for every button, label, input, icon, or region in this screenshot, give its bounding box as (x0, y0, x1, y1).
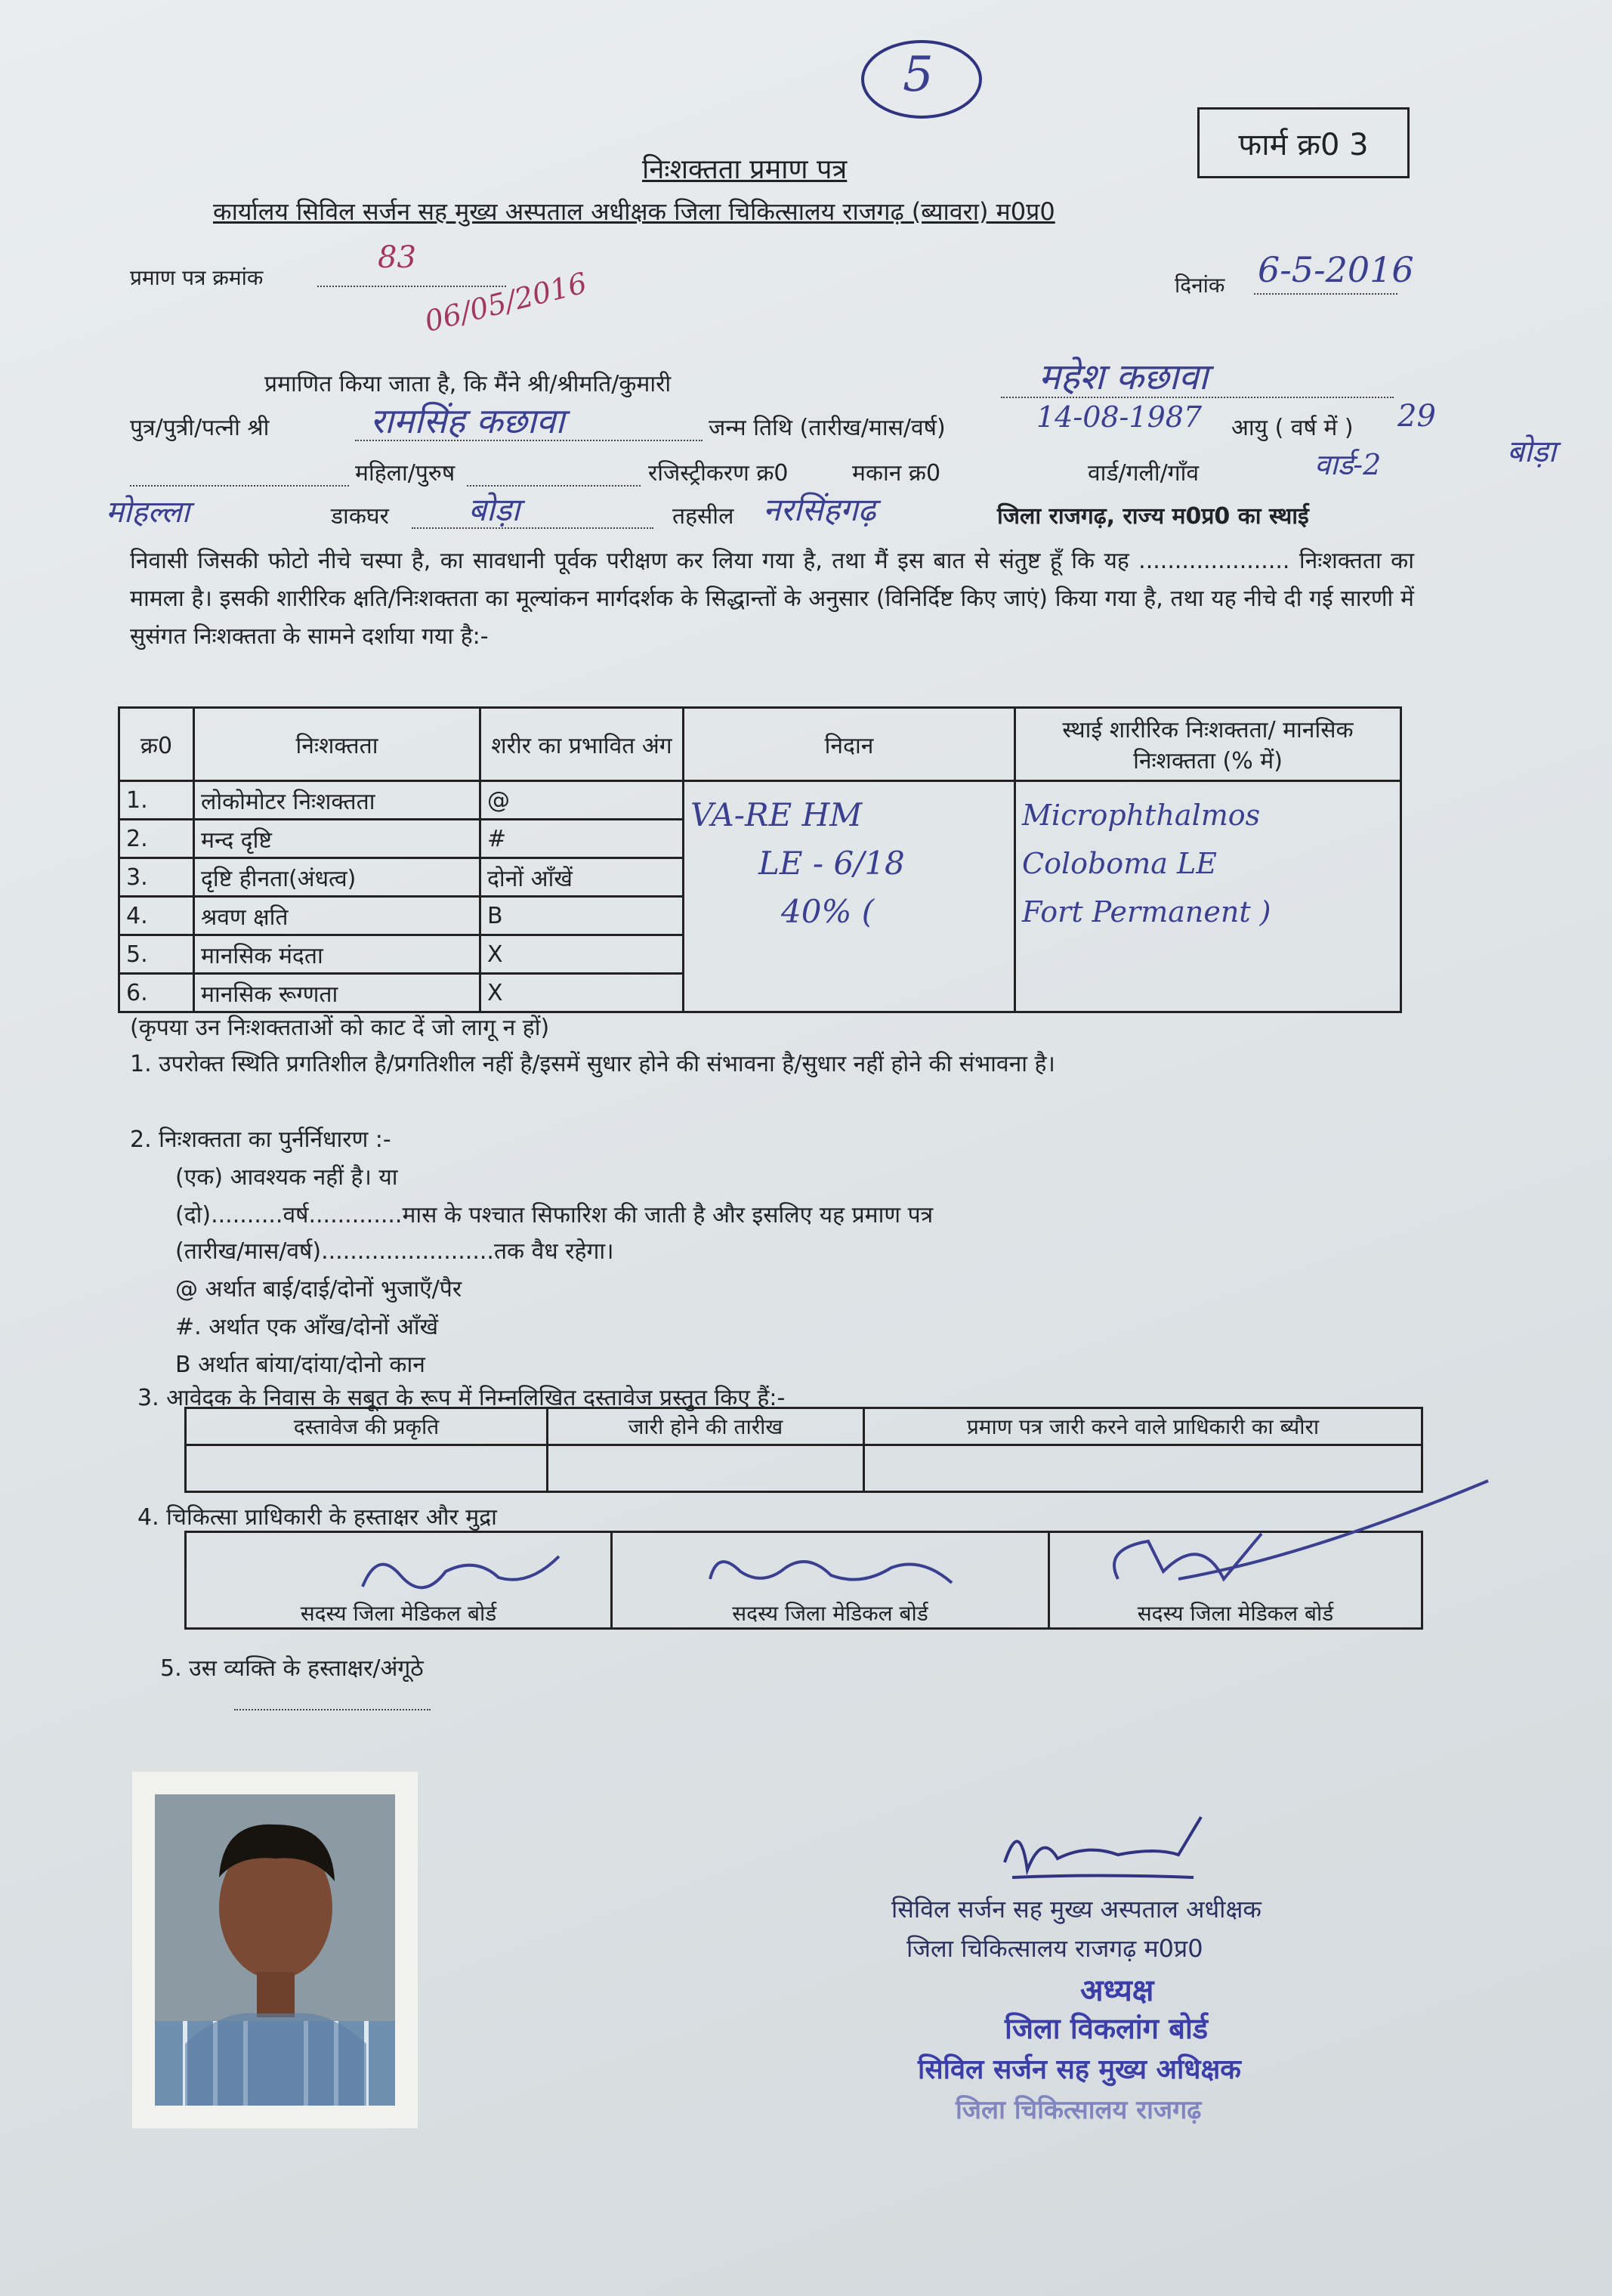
col-disability: निःशक्तता (194, 708, 480, 781)
stamp-civil-surgeon: सिविल सर्जन सह मुख्य अधिक्षक (918, 2054, 1241, 2085)
percent-line: Fort Permanent ) (1022, 895, 1271, 929)
signatory-line-1: सिविल सर्जन सह मुख्य अस्पताल अधीक्षक (891, 1895, 1261, 1924)
row-no: 3. (119, 858, 194, 897)
table-header-row (119, 708, 1401, 781)
row-no: 4. (119, 897, 194, 935)
body-paragraph: निवासी जिसकी फोटो नीचे चस्पा है, का सावधानी पूर्वक परीक्षण कर लिया गया है, तथा मैं इस बात से संतुष्ट हूँ कि यह ..................... निःशक्तता का मामला है। इसकी शारीरिक क्षति/निःशक्तता का मूल्यांकन मार्गदर्शक के सिद्धान्तों के अनुसार (विनिर्दिष्ट किए जाएं) किया गया है, तथा यह नीचे दी गई सारणी में सुसंगत निःशक्तता के सामने दर्शाया गया है:- (130, 548, 1414, 650)
diagnosis-cell (684, 781, 1015, 1012)
strike-note: (कृपया उन निःशक्तताओं को काट दें जो लागू न हों) (130, 1015, 550, 1041)
legend-hash: #. अर्थात एक आँख/दोनों आँखें (175, 1314, 439, 1340)
board-signature-2 (695, 1541, 967, 1602)
member-label-1: सदस्य जिला मेडिकल बोर्ड (186, 1599, 612, 1629)
item-2-b: (दो)..........वर्ष.............मास के पश्चात सिफारिश की जाती है और इसलिए यह प्रमाण पत्र (175, 1202, 934, 1228)
item-4: 4. चिकित्सा प्राधिकारी के हस्ताक्षर और मुद्रा (137, 1504, 497, 1531)
district-text: जिला राजगढ़, राज्य म0प्र0 का स्थाई (997, 503, 1309, 530)
certificate-no-line (317, 286, 506, 287)
chief-signature (982, 1802, 1231, 1893)
row-part: X (480, 935, 684, 974)
stamp-chairman: अध्यक्ष (1080, 1973, 1154, 2008)
body-line2-prefix: पुत्र/पुत्री/पत्नी श्री (130, 415, 270, 441)
legend-at: @ अर्थात बाई/दाई/दोनों भुजाएँ/पैर (175, 1276, 462, 1303)
row-type: मानसिक मंदता (194, 935, 480, 974)
blank-line (130, 485, 349, 487)
certificate-no-note: 06/05/2016 (421, 266, 591, 338)
row-no: 1. (119, 781, 194, 820)
ward-extra: बोड़ा (1507, 434, 1556, 469)
date-label: दिनांक (1175, 273, 1225, 298)
age-label: आयु ( वर्ष में ) (1231, 415, 1354, 441)
board-signature-3 (1080, 1466, 1503, 1602)
col-percent: स्थाई शारीरिक निःशक्तता/ मानसिक निःशक्तता (% में) (1015, 708, 1401, 781)
doc-col-authority: प्रमाण पत्र जारी करने वाले प्राधिकारी का ब्यौरा (864, 1408, 1422, 1445)
tehsil-value: नरसिंहगढ़ (763, 491, 876, 528)
row-type: मानसिक रूग्णता (194, 974, 480, 1012)
diagnosis-line: VA-RE HM (690, 796, 863, 833)
member-label-row (186, 1599, 1422, 1629)
stamp-district-hospital: जिला चिकित्सालय राजगढ़ (956, 2095, 1202, 2125)
row-part: X (480, 974, 684, 1012)
house-label: मकान क्र0 (852, 460, 941, 487)
age-value: 29 (1397, 399, 1436, 434)
item-2-c: (तारीख/मास/वर्ष)........................तक वैध रहेगा। (175, 1238, 614, 1265)
father-name: रामसिंह कछावा (370, 400, 565, 441)
disability-table (118, 706, 1402, 1013)
row-part: B (480, 897, 684, 935)
page-number: 5 (903, 47, 934, 103)
page-title: निःशक्तता प्रमाण पत्र (642, 154, 848, 185)
row-no: 6. (119, 974, 194, 1012)
item-2-a: (एक) आवश्यक नहीं है। या (175, 1164, 398, 1191)
tehsil-label: तहसील (672, 503, 734, 530)
form-number-box (1197, 107, 1410, 178)
item-3: 3. आवेदक के निवास के सबूत के रूप में निम्नलिखित दस्तावेज प्रस्तुत किए हैं:- (137, 1385, 786, 1411)
percent-line: Microphthalmos (1022, 799, 1261, 832)
gender-label: महिला/पुरुष (355, 460, 455, 487)
reg-label: रजिस्ट्रीकरण क्र0 (648, 460, 789, 487)
diagnosis-line: 40% ( (781, 893, 875, 930)
row-type: लोकोमोटर निःशक्तता (194, 781, 480, 820)
post-label: डाकघर (331, 503, 389, 530)
board-signature-1 (347, 1541, 574, 1602)
percent-cell (1015, 781, 1401, 1012)
gender-line (467, 485, 641, 487)
item-1: 1. उपरोक्त स्थिति प्रगतिशील है/प्रगतिशील नहीं है/इसमें सुधार होने की संभावना है/सुधार नहीं होने की संभावना है। (130, 1051, 1055, 1077)
doc-header-row (186, 1408, 1422, 1445)
table-row (119, 781, 1401, 820)
certificate-no-label: प्रमाण पत्र क्रमांक (130, 265, 264, 290)
post-line (412, 527, 653, 529)
applicant-photo (155, 1794, 395, 2106)
signatory-line-2: जिला चिकित्सालय राजगढ़ म0प्र0 (906, 1934, 1203, 1963)
doc-col-nature: दस्तावेज की प्रकृति (186, 1408, 548, 1445)
office-name: कार्यालय सिविल सर्जन सह मुख्य अस्पताल अधीक्षक जिला चिकित्सालय राजगढ़ (ब्यावरा) म0प्र0 (213, 197, 1055, 226)
applicant-photo-frame (132, 1772, 418, 2128)
col-no: क्र0 (119, 708, 194, 781)
ward-label: वार्ड/गली/गाँव (1088, 460, 1200, 487)
date-value: 6-5-2016 (1258, 249, 1414, 290)
member-label-2: सदस्य जिला मेडिकल बोर्ड (612, 1599, 1049, 1629)
legend-b: B अर्थात बांया/दांया/दोनो कान (175, 1352, 425, 1378)
row-part: दोनों आँखें (480, 858, 684, 897)
row-no: 2. (119, 820, 194, 858)
row-type: दृष्टि हीनता(अंधत्व) (194, 858, 480, 897)
row-no: 5. (119, 935, 194, 974)
dob-label: जन्म तिथि (तारीख/मास/वर्ष) (709, 415, 946, 441)
stamp-board: जिला विकलांग बोर्ड (1005, 2012, 1209, 2045)
percent-line: Coloboma LE (1022, 847, 1217, 880)
col-diagnosis: निदान (684, 708, 1015, 781)
applicant-name: महेश कछावा (1039, 356, 1209, 398)
date-line (1254, 293, 1397, 295)
thumb-line (234, 1709, 431, 1710)
row-part: @ (480, 781, 684, 820)
form-number: फार्म क्र0 3 (1238, 127, 1369, 162)
dob-value: 14-08-1987 (1036, 400, 1203, 434)
row-part: # (480, 820, 684, 858)
row-type: श्रवण क्षति (194, 897, 480, 935)
post-value: बोड़ा (468, 491, 520, 528)
ward-value: वार्ड-2 (1314, 448, 1382, 481)
item-5: 5. उस व्यक्ति के हस्ताक्षर/अंगूठे (160, 1655, 424, 1682)
col-body-part: शरीर का प्रभावित अंग (480, 708, 684, 781)
locality-value: मोहल्ला (106, 495, 190, 530)
body-line1-prefix: प्रमाणित किया जाता है, कि मैंने श्री/श्रीमति/कुमारी (264, 371, 672, 397)
member-label-3: सदस्य जिला मेडिकल बोर्ड (1049, 1599, 1422, 1629)
doc-col-date: जारी होने की तारीख (548, 1408, 864, 1445)
item-2-title: 2. निःशक्तता का पुर्नर्निधारण :- (130, 1126, 391, 1153)
diagnosis-line: LE - 6/18 (758, 845, 905, 882)
certificate-no-value: 83 (378, 240, 416, 275)
row-type: मन्द दृष्टि (194, 820, 480, 858)
